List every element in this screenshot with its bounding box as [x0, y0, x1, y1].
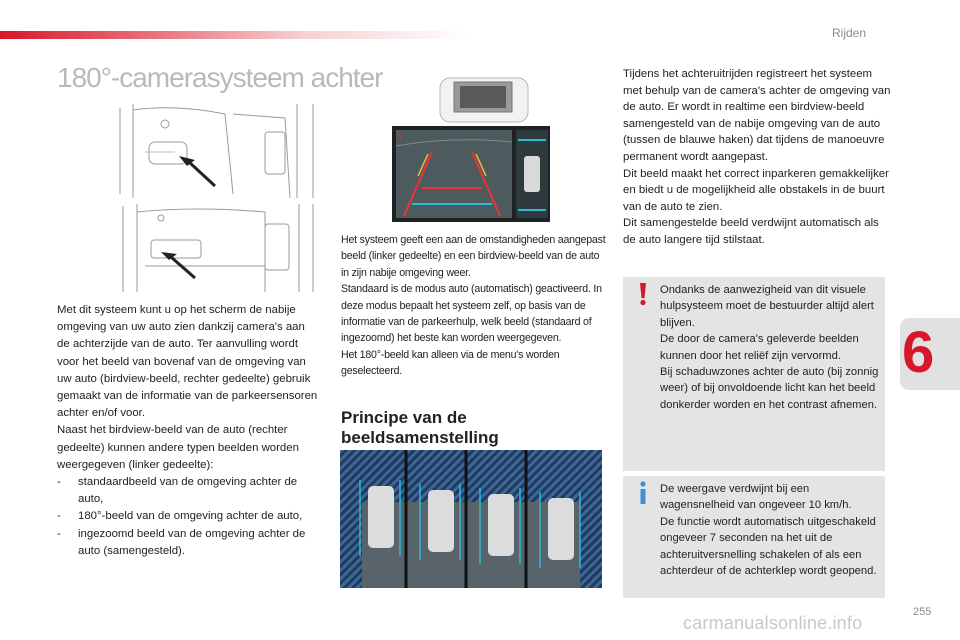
intro-paragraph-2: Naast het birdview-beeld van de auto (rechter gedeelte) kunnen andere typen beelden worden weergegeven (linker gedeelte):: [57, 424, 299, 471]
birdview-composition-illustration: [340, 450, 602, 588]
list-item: - standaardbeeld van de omgeving achter de auto,: [57, 474, 319, 508]
intro-text: [57, 302, 319, 560]
warning-text-2: De door de camera's geleverde beelden kunnen door het reliëf zijn vervormd.: [660, 333, 859, 362]
van-rear-camera-illustration-1: [115, 104, 320, 198]
caption-paragraph-2: Standaard is de modus auto (automatisch) geactiveerd. In deze modus bepaalt het systeem zelf, op basis van de informatie van de parkeerhulp, welk beeld (standaard of ingezoomd) het beste kan worden weergegeven.: [341, 283, 602, 345]
van-rear-camera-illustration-2: [115, 204, 320, 292]
info-box: [623, 476, 885, 598]
info-icon: [638, 481, 648, 505]
view-type-list: [57, 474, 319, 560]
exclamation-icon: [639, 282, 647, 306]
caption-paragraph-3: Het 180°-beeld kan alleen via de menu's worden geselecteerd.: [341, 348, 560, 378]
watermark: carmanualsonline.info: [683, 613, 863, 633]
page-number: 255: [913, 606, 932, 618]
principle-paragraph-2: Dit beeld maakt het correct inparkeren gemakkelijker en biedt u de mogelijkheid alle obstakels in de buurt van de auto te zien.: [623, 167, 889, 213]
page-title: 180°-camerasysteem achter: [57, 62, 383, 93]
intro-paragraph-1: Met dit systeem kunt u op het scherm de nabije omgeving van uw auto zien dankzij camera's aan de achterzijde van de auto. Ter aanvulling wordt voor het beeld van bovenaf van de omgeving van uw auto (birdview-beeld, rechter gedeelte) gebruik gemaakt van de informatie van de parkeersensoren achter en/of voor.: [57, 304, 318, 420]
list-item: - 180°-beeld van de omgeving achter de auto,: [57, 508, 319, 525]
chapter-number: 6: [902, 320, 935, 385]
principle-text: [623, 66, 891, 249]
caption-paragraph-1: Het systeem geeft een aan de omstandigheden aangepast beeld (linker gedeelte) en een birdview-beeld van de auto in zijn nabije omgeving weer.: [341, 234, 606, 279]
list-item: - ingezoomd beeld van de omgeving achter de auto (samengesteld).: [57, 526, 319, 560]
info-text-2: De functie wordt automatisch uitgeschakeld ongeveer 7 seconden na het uit de achteruitversnelling schakelen of als een achterdeur of de achterklep wordt geopend.: [660, 515, 877, 578]
svg-text:x: x: [398, 133, 402, 140]
info-text-1: De weergave verdwijnt bij een wagensnelheid van ongeveer 10 km/h.: [660, 483, 852, 512]
principle-paragraph-3: Dit samengestelde beeld verdwijnt automatisch als de auto langere tijd stilstaat.: [623, 217, 879, 246]
warning-box: [623, 277, 885, 471]
warning-text-3: Bij schaduwzones achter de auto (bij zonnig weer) of bij onvoldoende licht kan het beeld donkerder worden en het contrast afnemen.: [660, 366, 879, 411]
principle-paragraph-1: Tijdens het achteruitrijden registreert het systeem met behulp van de camera's achter de omgeving van de auto. Er wordt in realtime een birdview-beeld samengesteld van de nabije omgeving van de auto (tussen de blauwe haken) dat tijdens de manoeuvre permanent wordt aangepast.: [623, 68, 891, 163]
header-accent-bar: [0, 31, 470, 39]
section-label: Rijden: [832, 26, 867, 40]
figure-caption: [341, 232, 606, 380]
section-heading: Principe van de beeldsamenstelling: [341, 408, 499, 447]
dashboard-camera-display-illustration: [392, 76, 552, 226]
warning-text-1: Ondanks de aanwezigheid van dit visuele hulpsysteem moet de bestuurder altijd alert blijven.: [660, 284, 874, 329]
